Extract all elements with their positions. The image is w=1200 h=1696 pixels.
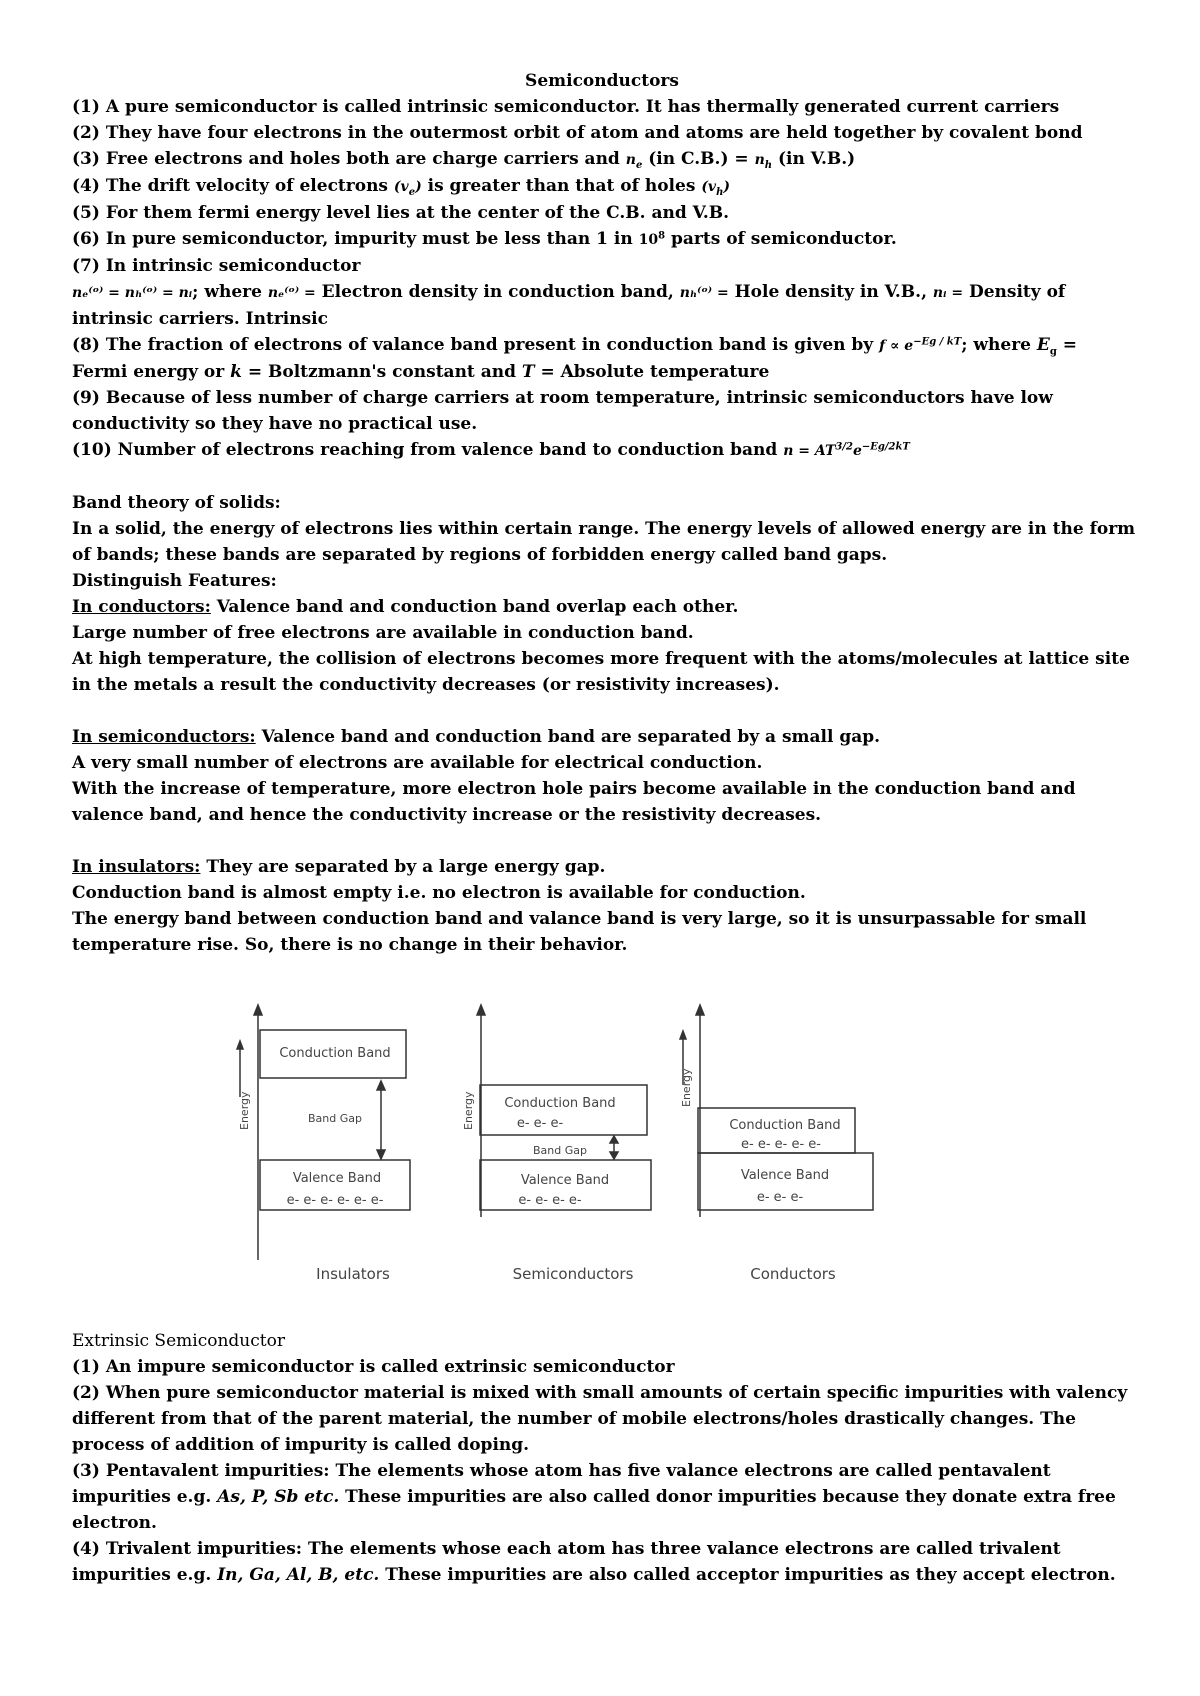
insulator-axis-arrowhead <box>254 1005 262 1015</box>
extrinsic-1: (1) An impure semiconductor is called extrinsic semiconductor <box>72 1357 675 1377</box>
conductors-line-1: In conductors: Valence band and conduction band overlap each other. <box>72 597 739 617</box>
extrinsic-4a: (4) Trivalent impurities: The elements whose each atom has three valance electrons are called trivalent <box>72 1539 1061 1559</box>
page-title: Semiconductors <box>525 71 679 91</box>
caption-semiconductors: Semiconductors <box>512 1265 634 1283</box>
conductors-line-4: in the metals a result the conductivity decreases (or resistivity increases). <box>72 675 780 695</box>
extrinsic-3a: (3) Pentavalent impurities: The elements whose atom has five valance electrons are called pentavalent <box>72 1461 1051 1481</box>
point-4: (4) The drift velocity of electrons $(v_e)$ is greater than that of holes $(v_h)$ <box>72 176 730 198</box>
point-1: (1) A pure semiconductor is called intrinsic semiconductor. It has thermally generated current carriers <box>72 97 1060 117</box>
point-9: (9) Because of less number of charge carriers at room temperature, intrinsic semiconductors have low <box>72 388 1053 408</box>
semiconductor-valence-electrons: e- e- e- e- <box>518 1193 582 1208</box>
semiconductor-gap-label: Band Gap <box>533 1144 587 1157</box>
point-7-cont: intrinsic carriers. Intrinsic <box>72 309 328 329</box>
extrinsic-3c: electron. <box>72 1513 157 1533</box>
caption-conductors: Conductors <box>750 1265 836 1283</box>
semiconductor-conduction-label: Conduction Band <box>504 1096 616 1111</box>
band-line-3: Distinguish Features: <box>72 571 277 591</box>
intrinsic-section <box>72 94 1132 464</box>
point-8-cont: Fermi energy or k = Boltzmann's constant and T = Absolute temperature <box>72 362 770 382</box>
band-diagram <box>240 1005 960 1305</box>
conductors-line-3: At high temperature, the collision of electrons becomes more frequent with the atoms/molecules at lattice site <box>72 649 1130 669</box>
point-8: (8) The fraction of electrons of valance band present in conduction band is given by $f \propto e^{-Eg / kT}$; where $E_g$ = <box>72 335 1078 358</box>
extrinsic-3b: impurities e.g. As, P, Sb etc. These impurities are also called donor impurities because they donate extra free <box>72 1487 1116 1507</box>
conductor-conduction-electrons: e- e- e- e- e- <box>741 1137 821 1152</box>
semiconductors-line-3: With the increase of temperature, more electron hole pairs become available in the conduction band and <box>72 779 1076 799</box>
conductors-line-2: Large number of free electrons are available in conduction band. <box>72 623 694 643</box>
insulators-line-3: The energy band between conduction band and valance band is very large, so it is unsurpassable for small <box>72 909 1087 929</box>
caption-insulators: Insulators <box>316 1265 390 1283</box>
insulators-line-4: temperature rise. So, there is no change in their behavior. <box>72 935 628 955</box>
document-page <box>72 68 1136 958</box>
insulators-line-2: Conduction band is almost empty i.e. no electron is available for conduction. <box>72 883 806 903</box>
point-7-equation: nₑ⁽ᵒ⁾ = nₕ⁽ᵒ⁾ = nᵢ; where nₑ⁽ᵒ⁾ = Electron density in conduction band, nₕ⁽ᵒ⁾ = Hole density in V.B., nᵢ = Density of <box>72 282 1066 302</box>
point-10: (10) Number of electrons reaching from valence band to conduction band $n = AT^{3/2}e^{-Eg/2kT}$ <box>72 440 910 460</box>
insulator-energy-label: Energy <box>238 1091 251 1130</box>
insulator-valence-electrons: e- e- e- e- e- e- <box>286 1193 384 1208</box>
band-theory-section <box>72 490 1136 958</box>
conductor-conduction-label: Conduction Band <box>729 1118 841 1133</box>
extrinsic-4b: impurities e.g. In, Ga, Al, B, etc. These impurities are also called acceptor impurities as they accept electron. <box>72 1565 1116 1585</box>
conductor-valence-label: Valence Band <box>740 1168 830 1183</box>
semiconductors-line-4: valence band, and hence the conductivity increase or the resistivity decreases. <box>72 805 822 825</box>
band-line-2: of bands; these bands are separated by regions of forbidden energy called band gaps. <box>72 545 888 565</box>
extrinsic-section <box>72 1328 1132 1588</box>
semiconductors-line-1: In semiconductors: Valence band and conduction band are separated by a small gap. <box>72 727 881 747</box>
conductor-valence-electrons: e- e- e- <box>756 1190 804 1205</box>
extrinsic-2c: process of addition of impurity is called doping. <box>72 1435 530 1455</box>
semiconductors-line-2: A very small number of electrons are available for electrical conduction. <box>72 753 763 773</box>
conductor-energy-label: Energy <box>680 1068 693 1107</box>
insulator-valence-label: Valence Band <box>292 1171 382 1186</box>
insulator-conduction-label: Conduction Band <box>279 1046 391 1061</box>
band-line-1: In a solid, the energy of electrons lies within certain range. The energy levels of allowed energy are in the form <box>72 519 1136 539</box>
point-9-cont: conductivity so they have no practical use. <box>72 414 478 434</box>
semiconductor-conduction-electrons: e- e- e- <box>516 1116 564 1131</box>
point-6: (6) In pure semiconductor, impurity must be less than 1 in $10^8$ parts of semiconductor. <box>72 229 897 249</box>
point-3: (3) Free electrons and holes both are charge carriers and $n_e$ (in $C.B.) = n_h$ (in V.B.) <box>72 149 856 171</box>
extrinsic-2a: (2) When pure semiconductor material is mixed with small amounts of certain specific impurities with valency <box>72 1383 1128 1403</box>
band-heading: Band theory of solids: <box>72 493 281 513</box>
semiconductor-energy-label: Energy <box>462 1091 475 1130</box>
point-7: (7) In intrinsic semiconductor <box>72 256 361 276</box>
semiconductor-valence-label: Valence Band <box>520 1173 610 1188</box>
extrinsic-2b: different from that of the parent material, the number of mobile electrons/holes drastically changes. The <box>72 1409 1076 1429</box>
extrinsic-heading: Extrinsic Semiconductor <box>72 1331 285 1351</box>
insulators-line-1: In insulators: They are separated by a large energy gap. <box>72 857 606 877</box>
insulator-gap-label: Band Gap <box>308 1112 362 1125</box>
point-5: (5) For them fermi energy level lies at the center of the C.B. and V.B. <box>72 203 730 223</box>
point-2: (2) They have four electrons in the outermost orbit of atom and atoms are held together by covalent bond <box>72 123 1083 143</box>
